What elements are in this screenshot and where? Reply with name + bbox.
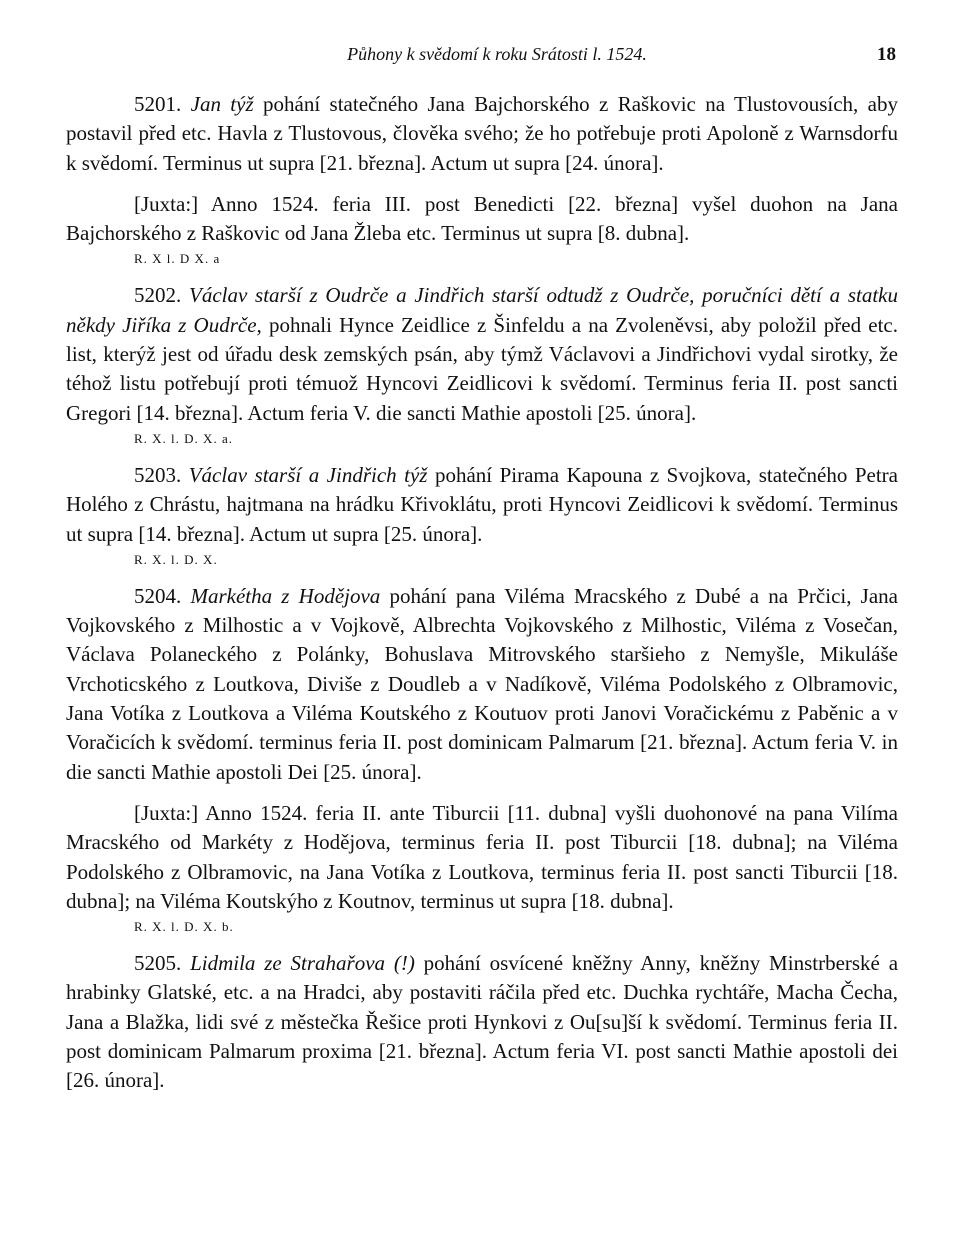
entry-5203 xyxy=(66,461,898,568)
running-head xyxy=(66,36,898,76)
entry-paragraph xyxy=(66,90,898,178)
entry-number: 5202. xyxy=(134,283,182,308)
entry-number: 5205. xyxy=(134,951,182,976)
page-number: 18 xyxy=(877,44,896,65)
entry-name: Václav starší z Oudrče a Jindřich starší odtudž z Oudrče, poručníci dětí a statku někdy Jiříka z Oudrče, xyxy=(66,283,899,337)
entry-text: pohání Pirama Kapouna z Svojkova, statečného Petra Holého z Chrástu, hajtmana na hrádku Křivoklátu, proti Hyncovi Zeidlicovi k svědomí. Terminus ut supra [14. března]. Actum ut supra [25. února]. xyxy=(66,462,898,546)
entry-paragraph xyxy=(66,582,898,787)
entry-5204 xyxy=(66,582,898,935)
entry-number: 5203. xyxy=(134,462,182,487)
archival-signature: R. X. l. D. X. b. xyxy=(134,919,234,935)
juxta-note: [Juxta:] Anno 1524. feria III. post Benedicti [22. března] vyšel duohon na Jana Bajchorského z Raškovic od Jana Žleba etc. Terminus ut supra [8. dubna]. xyxy=(66,191,898,246)
entry-name: Markétha z Hodějova xyxy=(190,583,381,608)
running-title: Půhony k svědomí k roku Srátosti l. 1524. xyxy=(347,44,647,64)
entry-paragraph xyxy=(66,281,898,427)
entry-text: pohnali Hynce Zeidlice z Šinfeldu a na Zvoleněvsi, aby položil před etc. list, kterýž jest od úřadu desk zemských psán, aby týmž Václavovi a Jindřichovi vydal sirotky, že téhož listu potřebují proti témuož Hyncovi Zeidlicovi k svědomí. Terminus feria II. post sancti Gregori [14. března]. Actum feria V. die sancti Mathie apostoli [25. února]. xyxy=(66,312,898,425)
archival-signature: R. X. l. D. X. a. xyxy=(134,430,233,446)
entry-text: pohání pana Viléma Mracského z Dubé a na Prčici, Jana Vojkovského z Milhostic a v Vojkově, Albrechta Vojkovského z Milhostic, Viléma z Vosečan, Václava Polaneckého z Polánky, Bohuslava Mitrovského staršieho z Nemyšle, Mikuláše Vrchoticského z Loutkova, Diviše z Doudleb a v Nadíkově, Viléma Podolského z Olbramovic, Jana Votíka z Loutkova a Viléma Koutského z Koutuov proti Janovi Voračickému z Paběnic a v Voračicích k svědomí. terminus feria II. post dominicam Palmarum [21. března]. Actum feria V. in die sancti Mathie apostoli Dei [25. února]. xyxy=(66,583,898,784)
entry-name: Lidmila ze Strahařova (!) xyxy=(190,951,415,976)
entry-5201 xyxy=(66,90,898,267)
juxta-note: [Juxta:] Anno 1524. feria II. ante Tiburcii [11. dubna] vyšli duohonové na pana Vilíma Mracského od Markéty z Hodějova, terminus feria II. post Tiburcii [18. dubna]; na Viléma Podolského z Olbramovic, na Jana Votíka z Loutkova, terminus feria II. post sancti Tiburcii [18. dubna]; na Viléma Koutskýho z Koutnov, terminus ut supra [18. dubna]. xyxy=(66,800,898,913)
entry-5205 xyxy=(66,949,898,1095)
entry-5202 xyxy=(66,281,898,446)
entry-paragraph xyxy=(66,949,898,1095)
entry-text: pohání statečného Jana Bajchorského z Raškovic na Tlustovousích, aby postavil před etc. Havla z Tlustovous, člověka svého; že ho potřebuje proti Apoloně z Warnsdorfu k svědomí. Terminus ut supra [21. března]. Actum ut supra [24. února]. xyxy=(66,92,898,175)
entry-number: 5201. xyxy=(134,92,182,116)
entry-name: Václav starší a Jindřich týž xyxy=(188,462,428,487)
entry-paragraph xyxy=(66,461,898,549)
entry-number: 5204. xyxy=(134,583,182,608)
entry-text: pohání osvícené kněžny Anny, kněžny Minstrberské a hrabinky Glatské, etc. a na Hradci, aby postaviti ráčila před etc. Duchka rychtáře, Macha Čecha, Jana a Blažka, lidi své z městečka Řešice proti Hynkovi z Ou[su]ší k svědomí. Terminus feria II. post dominicam Palmarum proxima [21. března]. Actum feria VI. post sancti Mathie apostoli dei [26. února]. xyxy=(66,951,899,1093)
archival-signature: R. X. l. D. X. xyxy=(134,551,218,567)
entry-name: Jan týž xyxy=(190,92,254,116)
archival-signature: R. X l. D X. a xyxy=(134,251,221,267)
